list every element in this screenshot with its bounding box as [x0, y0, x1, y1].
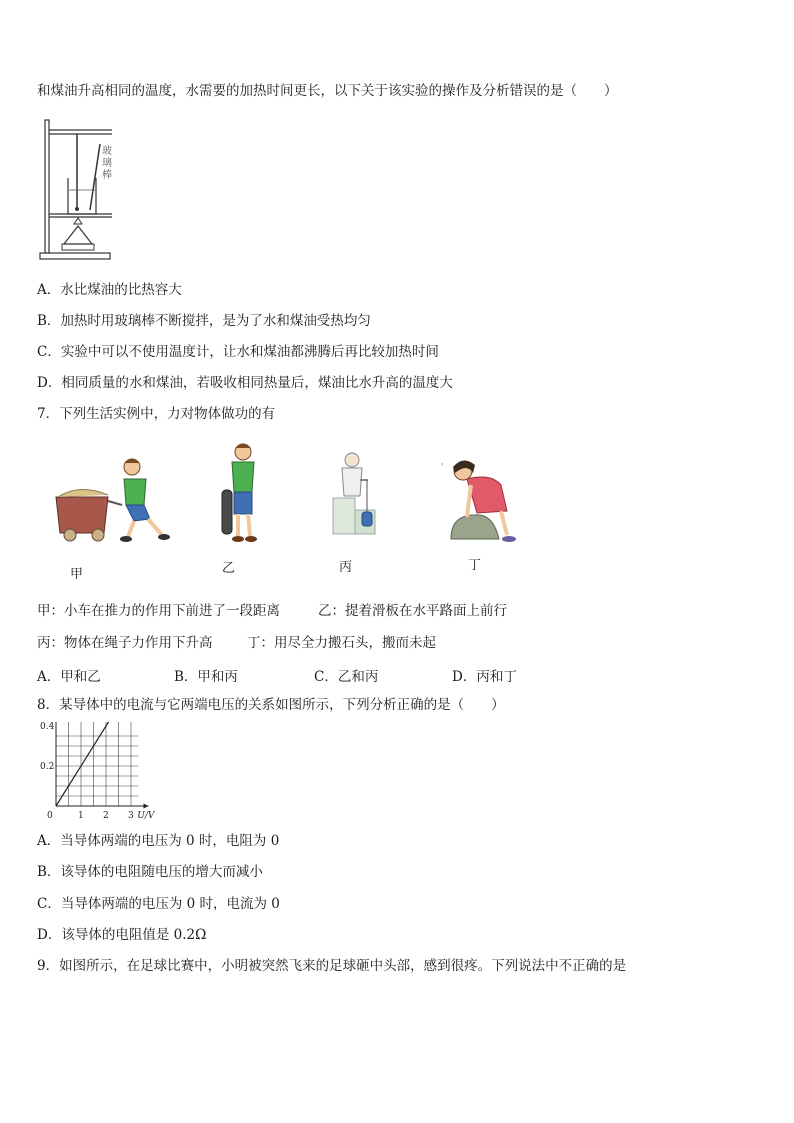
- q6-stem-tail: 和煤油升高相同的温度，水需要的加热时间更长，以下关于该实验的操作及分析错误的是（ ）: [37, 83, 618, 99]
- q9-stem: 9．如图所示，在足球比赛中，小明被突然飞来的足球砸中头部，感到很疼。下列说法中不正确的是: [37, 958, 627, 974]
- q6-option-c: C．实验中可以不使用温度计，让水和煤油都沸腾后再比较加热时间: [37, 344, 439, 360]
- iu-y-tick-labels: [40, 722, 55, 772]
- q6-option-a: A．水比煤油的比热容大: [37, 282, 182, 298]
- iu-y-tick-label: 0.4: [40, 722, 55, 732]
- iu-graph: [34, 722, 164, 822]
- iu-x-tick-label: 3: [128, 811, 134, 821]
- iu-x-arrow: [144, 804, 149, 809]
- glass-rod: [90, 144, 100, 210]
- rod-label-1: 玻: [102, 146, 112, 157]
- q8-option-a: A．当导体两端的电压为 0 时，电阻为 0: [37, 833, 280, 849]
- stand-rod: [45, 120, 49, 253]
- iu-grid: [56, 722, 139, 806]
- q8-stem: 8．某导体中的电流与它两端电压的关系如图所示，下列分析正确的是（ ）: [37, 697, 505, 713]
- caption-ding: 丁: [468, 558, 482, 573]
- iu-x-tick-labels: [78, 811, 134, 821]
- q7-desc-jia: 甲：小车在推力的作用下前进了一段距离: [37, 603, 280, 619]
- picture-yi-carrying-skateboard: [218, 440, 268, 545]
- svg-text:': ': [441, 462, 444, 471]
- alcohol-lamp: [64, 226, 92, 244]
- caption-jia: 甲: [70, 567, 84, 582]
- picture-jia-pushing-cart: [50, 455, 180, 545]
- heating-apparatus-figure: [38, 116, 118, 264]
- stand-base: [40, 253, 110, 259]
- q8-option-c: C．当导体两端的电压为 0 时，电流为 0: [37, 896, 280, 912]
- iu-x-tick-label: 1: [78, 811, 84, 821]
- iu-origin-label: 0: [47, 811, 53, 821]
- rod-label-3: 棒: [102, 170, 112, 181]
- iu-y-tick-label: 0.2: [40, 762, 55, 772]
- q7-option-c: C．乙和丙: [314, 669, 379, 685]
- picture-ding-lifting-stone: [437, 455, 527, 545]
- q6-option-b: B．加热时用玻璃棒不断搅拌，是为了水和煤油受热均匀: [37, 313, 371, 329]
- rod-label-2: 璃: [102, 158, 112, 169]
- picture-bing-lifting-object: [330, 450, 380, 540]
- q7-desc-bing: 丙：物体在绳子力作用下升高: [37, 635, 213, 651]
- q7-option-d: D．丙和丁: [452, 669, 517, 685]
- q7-desc-ding: 丁：用尽全力搬石头，搬而未起: [247, 635, 436, 651]
- q8-option-d: D．该导体的电阻值是 0.2Ω: [37, 927, 207, 943]
- iu-x-axis-label: U/V: [137, 811, 155, 821]
- q7-stem: 7．下列生活实例中，力对物体做功的有: [37, 406, 276, 422]
- caption-bing: 丙: [339, 560, 353, 575]
- q7-desc-yi: 乙：提着滑板在水平路面上前行: [318, 603, 507, 619]
- q7-option-b: B．甲和丙: [174, 669, 238, 685]
- q6-option-d: D．相同质量的水和煤油，若吸收相同热量后，煤油比水升高的温度大: [37, 375, 453, 391]
- q7-option-a: A．甲和乙: [37, 669, 101, 685]
- q8-option-b: B．该导体的电阻随电压的增大而减小: [37, 864, 263, 880]
- caption-yi: 乙: [222, 561, 236, 576]
- iu-x-tick-label: 2: [103, 811, 109, 821]
